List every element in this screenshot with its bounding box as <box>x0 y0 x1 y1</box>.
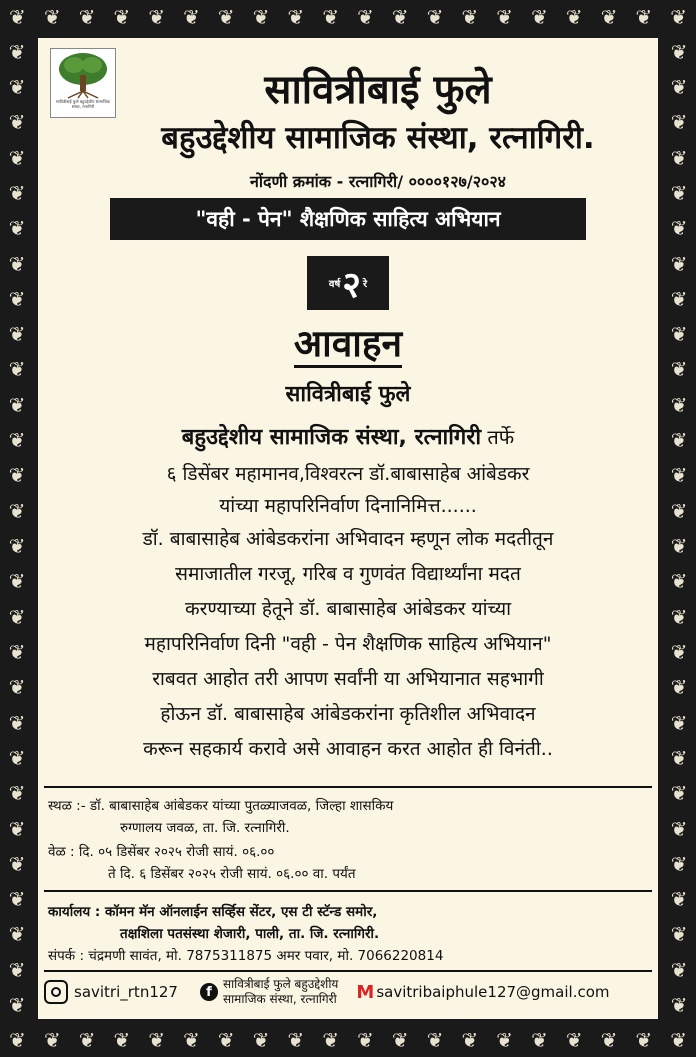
appeal-org-line1: सावित्रीबाई फुले <box>285 382 411 407</box>
left-ornament-border: ❦ ❦ ❦ ❦ ❦ ❦ ❦ ❦ ❦ ❦ ❦ ❦ ❦ ❦ ❦ ❦ ❦ ❦ ❦ ❦ ❦ ❦ ❦ ❦ ❦ ❦ ❦ ❦ <box>8 39 26 1018</box>
venue-line1: स्थळ :- डॉ. बाबासाहेब आंबेडकर यांच्या पुतळ्याजवळ, जिल्हा शासकिय <box>48 798 394 814</box>
campaign-banner: "वही - पेन" शैक्षणिक साहित्य अभियान <box>110 198 586 240</box>
appeal-line: होऊन डॉ. बाबासाहेब आंबेडकरांना कृतिशील अभिवादन <box>160 703 536 725</box>
logo-caption: सावित्रीबाई फुले बहुउद्देशीय सामाजिक संस्था, रत्नागिरी <box>56 99 110 109</box>
facebook-icon: f <box>200 983 218 1001</box>
appeal-body <box>38 458 658 767</box>
year-prefix: वर्ष <box>328 279 341 290</box>
instagram-icon <box>44 980 68 1004</box>
office-line1: कार्यालय : कॉमन मॅन ऑनलाईन सर्व्हिस सेंटर, एस टी स्टॅन्ड समोर, <box>48 904 378 920</box>
office-line2: तक्षशिला पतसंस्था शेजारी, पाली, ता. जि. रत्नागिरी. <box>120 926 380 942</box>
instagram-handle[interactable]: savitri_rtn127 <box>74 983 178 1001</box>
appeal-line: ६ डिसेंबर महामानव,विश्वरत्न डॉ.बाबासाहेब आंबेडकर <box>166 463 530 485</box>
gmail-icon: M <box>356 981 375 1003</box>
phone-line: संपर्क : चंद्रमणी सावंत, मो. 7875311875 अमर पवार, मो. 7066220814 <box>48 948 444 964</box>
appeal-line: महापरिनिर्वाण दिनी "वही - पेन शैक्षणिक साहित्य अभियान" <box>144 633 552 655</box>
divider <box>44 786 652 788</box>
org-logo <box>50 48 116 118</box>
divider <box>44 890 652 892</box>
bottom-ornament-border: ❦ ❦ ❦ ❦ ❦ ❦ ❦ ❦ ❦ ❦ ❦ ❦ ❦ ❦ ❦ ❦ ❦ ❦ ❦ ❦ <box>9 1028 687 1052</box>
tree-icon <box>56 51 110 99</box>
appeal-line: करण्याच्या हेतूने डॉ. बाबासाहेब आंबेडकर यांच्या <box>184 598 512 620</box>
time-line1: वेळ : दि. ०५ डिसेंबर २०२५ रोजी सायं. ०६.०० <box>48 844 275 860</box>
email-address[interactable]: savitribaiphule127@gmail.com <box>376 983 610 1001</box>
year-suffix: रे <box>362 279 368 290</box>
registration-number: नोंदणी क्रमांक - रत्नागिरी/ ००००१२७/२०२४ <box>250 172 506 191</box>
time-line2: ते दि. ६ डिसेंबर २०२५ रोजी सायं. ०६.०० वा. पर्यंत <box>108 866 356 882</box>
org-title-line2: बहुउद्देशीय सामाजिक संस्था, रत्नागिरी. <box>161 120 595 156</box>
social-bar <box>44 972 652 1012</box>
right-ornament-border: ❦ ❦ ❦ ❦ ❦ ❦ ❦ ❦ ❦ ❦ ❦ ❦ ❦ ❦ ❦ ❦ ❦ ❦ ❦ ❦ ❦ ❦ ❦ ❦ ❦ ❦ ❦ ❦ <box>670 39 688 1018</box>
appeal-line: करून सहकार्य करावे असे आवाहन करत आहोत ही विनंती.. <box>143 738 553 760</box>
appeal-line: डॉ. बाबासाहेब आंबेडकरांना अभिवादन म्हणून लोक मदतीतून <box>142 528 554 550</box>
top-ornament-border: ❦ ❦ ❦ ❦ ❦ ❦ ❦ ❦ ❦ ❦ ❦ ❦ ❦ ❦ ❦ ❦ ❦ ❦ ❦ ❦ <box>9 5 687 29</box>
appeal-line: समाजातील गरजू, गरिब व गुणवंत विद्यार्थ्यांना मदत <box>175 563 521 585</box>
appeal-line: राबवत आहोत तरी आपण सर्वांनी या अभियानात सहभागी <box>152 668 544 690</box>
year-number: २ <box>342 264 361 306</box>
venue-line2: रुग्णालय जवळ, ता. जि. रत्नागिरी. <box>120 820 290 836</box>
year-badge <box>307 256 389 310</box>
appeal-heading: आवाहन <box>38 316 658 367</box>
appeal-line: यांच्या महापरिनिर्वाण दिनानिमित्त...... <box>219 495 477 517</box>
facebook-page[interactable]: सावित्रीबाई फुले बहुउद्देशीय सामाजिक संस्था, रत्नागिरी <box>222 977 339 1006</box>
org-title-line1: सावित्रीबाई फुले <box>264 67 492 113</box>
poster-panel <box>38 38 658 1019</box>
appeal-org-line2: बहुउद्देशीय सामाजिक संस्था, रत्नागिरी तर्फे <box>181 425 515 450</box>
